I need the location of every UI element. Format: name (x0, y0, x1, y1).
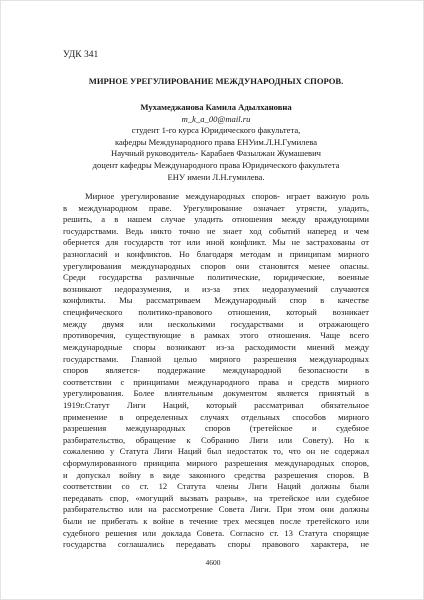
body-line: передавать спор, «могущий вызвать разрыв», на третейское или судебное (63, 492, 369, 503)
body-line: разрешения международных споров (третейское и судебное (63, 423, 369, 434)
body-line: и допускал войну в виде законного средства разрешения споров. В (63, 469, 369, 480)
body-line: государствами. Ведь никто точно не знает ход событий наперед и чем (63, 225, 369, 236)
body-line: возникают недоразумения, и из-за этих недоразумений случаются (63, 283, 369, 294)
body-line: решить, а в нашем случае уладить отношения между враждующими (63, 214, 369, 225)
body-line: 1919г.Статут Лиги Наций, который рассматривал обязательное (63, 399, 369, 410)
body-line: споров является- поддержание международной безопасности в (63, 365, 369, 376)
author-name: Мухамеджанова Камила Адылхановна (140, 102, 292, 112)
affiliation-line: кафедры Международного права ЕНУим.Л.Н.Гумилева (114, 136, 318, 147)
body-line: разногласий и конфликтов. Но благодаря методам и принципам мирного (63, 249, 369, 260)
body-line: урегулирования. Более влиятельным документом является принятый в (63, 388, 369, 399)
body-line: Среди государства различные политические, юридические, военные (63, 272, 369, 283)
body-line: сформулированного принципа мирного разрешения международных споров, (63, 458, 369, 469)
body-line: международные споры возникают из-за расходимости мнений между (63, 341, 369, 352)
author-email: m_k_a_00@mail.ru (181, 113, 251, 124)
affiliation-line: студент 1-го курса Юридического факультета, (131, 125, 301, 136)
body-line: конфликты. Мы рассматриваем Международный спор в качестве (63, 295, 369, 306)
body-line: применение в определенных случаях отдельных способов мирного (63, 411, 369, 422)
body-line: урегулирования международных споров они становятся менее опасны. (63, 260, 369, 271)
affiliation-line: доцент кафедры Международного права Юридического факультета (92, 159, 340, 170)
body-line: обернется для государств тот или иной конфликт. Мы не застрахованы от (63, 237, 369, 248)
body-line: между двумя или несколькими государствами и отражающего (63, 318, 369, 329)
body-line: соответствии со ст. 12 Статута члены Лиги Наций должны были (63, 481, 369, 492)
author-block (63, 102, 369, 183)
body-line: противоречия, существующие в рамках этого отношения. Чаще всего (63, 330, 369, 341)
affiliation-line: ЕНУ имени Л.Н.гумилева. (167, 171, 265, 182)
body-line: государствами. Главной целью мирного разрешения международных (63, 353, 369, 364)
body-line: судебного решения или доклада Совета. Согласно ст. 13 Статута спорящие (63, 527, 369, 538)
body-line: Мирное урегулирование международных споров- играет важную роль (85, 191, 369, 201)
supervisor-line: Научный руководитель- Карабаев Фазылжан Жумашевич (110, 148, 322, 159)
body-line: соответствии с принципами международного права и средств мирного (63, 376, 369, 387)
body-line: в международном праве. Урегулирование означает утрясти, уладить, (63, 202, 369, 213)
body-line: разбирательство, обращение к Собранию Лиги или Совету). Но к (63, 434, 369, 445)
body-line: разбирательство или на рассмотрение Совета Лиги. При этом они должны (63, 504, 369, 515)
article-title: МИРНОЕ УРЕГУЛИРОВАНИЕ МЕЖДУНАРОДНЫХ СПОРОВ. (88, 76, 344, 86)
udk-code: УДК 341 (63, 50, 99, 60)
article-body (63, 191, 369, 551)
body-line: специфического политико-правового отношения, который возникает (63, 307, 369, 318)
body-line: сожалению у Статута Лиги Наций был недостаток то, что он не содержал (63, 446, 369, 457)
body-line: были не прибегать к войне в течение трех месяцев после третейского или (63, 516, 369, 527)
body-line: государства соглашались передавать споры правового характера, не (63, 539, 369, 550)
page-number: 4600 (205, 558, 221, 567)
